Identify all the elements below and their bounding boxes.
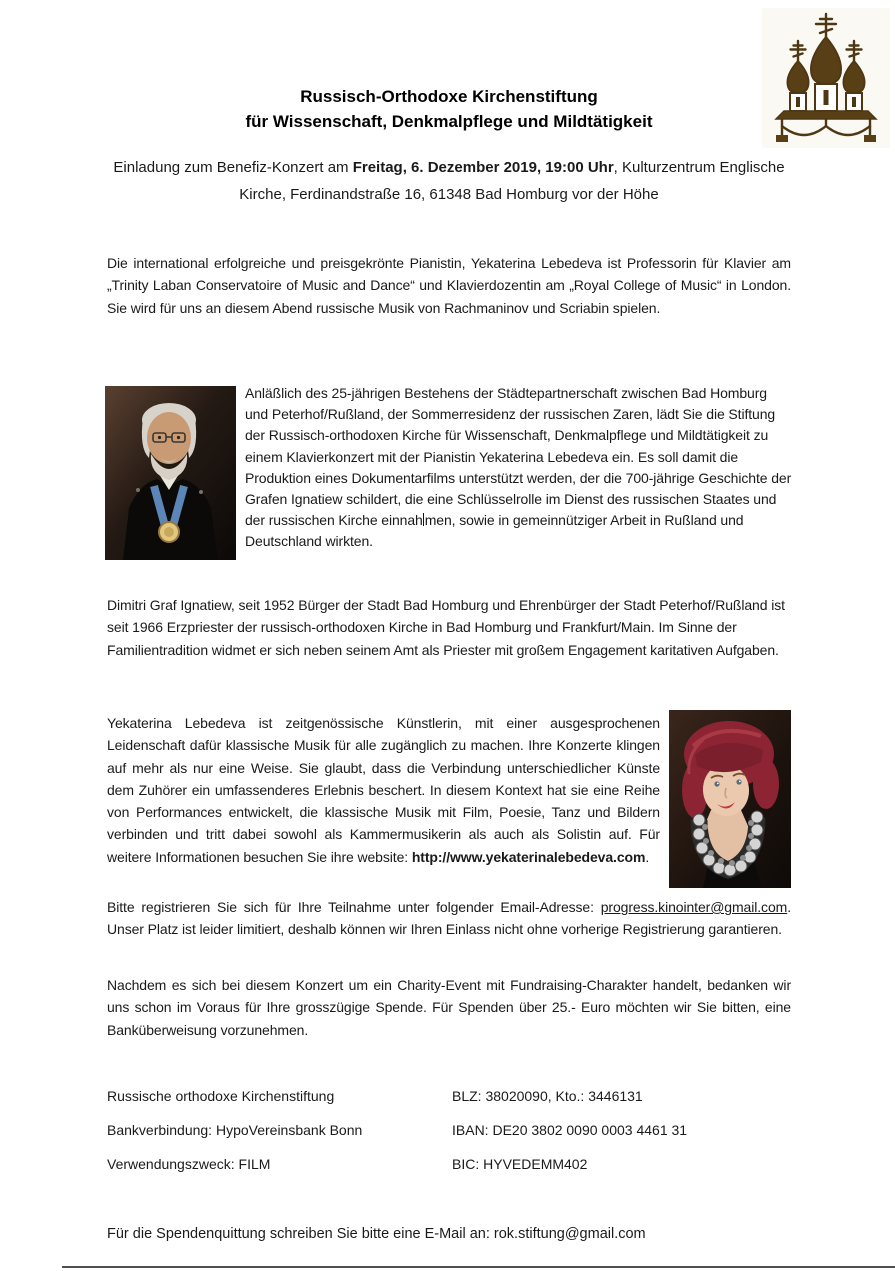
page-title <box>107 84 791 134</box>
lebedeva-website-link[interactable]: http://www.yekaterinalebedeva.com <box>411 848 646 865</box>
invitation-line <box>107 154 791 208</box>
paragraph-pianist-intro-text: Die international erfolgreiche und preisgekrönte Pianistin, Yekaterina Lebedeva ist Professorin für Klavier am „Trinity Laban Conservatoire of Music and Dance“ und Klavierdozentin am „Royal College of Music“ in London. Sie wird für uns an diesem Abend russische Musik von Rachmaninov und Scriabin spielen. <box>107 255 791 316</box>
paragraph-lebedeva-text: Yekaterina Lebedeva ist zeitgenössische Künstlerin, mit einer ausgesprochenen Leidenschaft dafür klassische Musik für alle zugänglich zu machen. Ihre Konzerte klingen auf mehr als nur eine Weise. Sie glaubt, dass die Verbindung unterschiedlicher Künste dem Zuhörer ein umfassenderes Erlebnis beschert. In diesem Kontext hat sie eine Reihe von Performances entwickelt, die klassische Musik mit Film, Poesie, Tanz und Bildern verbinden und tritt dabei sowohl als Kammermusikerin als auch als Solistin auf. Für weitere Informationen besuchen Sie ihre website: <box>107 715 660 865</box>
pianist-photo <box>669 710 791 888</box>
section-anniversary <box>105 386 793 560</box>
paragraph-donation <box>107 974 791 1041</box>
paragraph-lebedeva <box>107 712 660 868</box>
invitation-post: , Kulturzentrum Englische Kirche, Ferdinandstraße 16, 61348 Bad Homburg vor der Höhe <box>239 159 785 203</box>
invitation-datetime: Freitag, 6. Dezember 2019, 19:00 Uhr <box>352 159 614 176</box>
paragraph-registration-text-1: Bitte registrieren Sie sich für Ihre Teilnahme unter folgender Email-Adresse: <box>107 899 601 915</box>
bank-row <box>107 1086 791 1106</box>
invitation-pre: Einladung zum Benefiz-Konzert am <box>113 159 353 176</box>
paragraph-registration-text-2: . Unser Platz ist leider limitiert, deshalb können wir Ihren Einlass nicht ohne vorherige Registrierung garantieren. <box>107 899 791 938</box>
title-line-2: für Wissenschaft, Denkmalpflege und Mildtätigkeit <box>245 112 653 131</box>
paragraph-donation-text: Nachdem es sich bei diesem Konzert um ein Charity-Event mit Fundraising-Charakter handelt, bedanken wir uns schon im Voraus für Ihre grosszügige Spende. Für Spenden über 25.- Euro möchten wir Sie bitten, eine Banküberweisung vorzunehmen. <box>107 977 791 1038</box>
bank-details <box>107 1086 791 1188</box>
donation-receipt-note <box>107 1226 791 1242</box>
bank-row <box>107 1154 791 1174</box>
section-lebedeva <box>107 710 793 888</box>
paragraph-anniversary-text-1: Anläßlich des 25-jährigen Bestehens der Städtepartnerschaft zwischen Bad Homburg und Peterhof/Rußland, der Sommerresidenz der russischen Zaren, lädt Sie die Stiftung der Russisch-orthodoxen Kirche für Wissenschaft, Denkmalpflege und Mildtätigkeit zu einem Klavierkonzert mit der Pianistin Yekaterina Lebedeva ein. Es soll damit die Produktion eines Dokumentarfilms unterstützt werden, der die 700-jährige Geschichte der Grafen Ignatiew schildert, die eine Schlüsselrolle im Dienst des russischen Staates und der russischen Kirche einnah <box>245 385 792 529</box>
page-bottom-scan-line <box>62 1266 895 1268</box>
paragraph-registration <box>107 896 791 941</box>
bank-account-holder: Russische orthodoxe Kirchenstiftung <box>107 1088 335 1104</box>
paragraph-anniversary-text-2: men, sowie in gemeinnütziger Arbeit in Rußland und Deutschland wirkten. <box>245 512 744 550</box>
bank-iban: IBAN: DE20 3802 0090 0003 4461 31 <box>452 1122 688 1138</box>
registration-email-link[interactable]: progress.kinointer@gmail.com <box>600 899 788 915</box>
bank-blz-kto: BLZ: 38020090, Kto.: 3446131 <box>452 1088 643 1104</box>
paragraph-pianist-intro <box>107 252 791 319</box>
paragraph-ignatiew <box>107 594 791 661</box>
paragraph-lebedeva-period: . <box>645 848 650 865</box>
donation-receipt-text: Für die Spendenquittung schreiben Sie bitte eine E-Mail an: rok.stiftung@gmail.com <box>107 1226 646 1242</box>
paragraph-ignatiew-text: Dimitri Graf Ignatiew, seit 1952 Bürger der Stadt Bad Homburg und Ehrenbürger der Stadt Peterhof/Rußland ist seit 1966 Erzpriester der russisch-orthodoxen Kirche in Bad Homburg und Frankfurt/Main. Im Sinne der Familientradition widmet er sich neben seinem Amt als Priester mit großem Engagement karitativen Aufgaben. <box>107 597 785 658</box>
bank-bic: BIC: HYVEDEMM402 <box>452 1156 588 1172</box>
paragraph-anniversary <box>245 383 793 553</box>
bank-row <box>107 1120 791 1140</box>
priest-photo <box>105 386 236 560</box>
bank-purpose: Verwendungszweck: FILM <box>107 1156 271 1172</box>
title-line-1: Russisch-Orthodoxe Kirchenstiftung <box>300 87 598 106</box>
bank-name: Bankverbindung: HypoVereinsbank Bonn <box>107 1122 363 1138</box>
